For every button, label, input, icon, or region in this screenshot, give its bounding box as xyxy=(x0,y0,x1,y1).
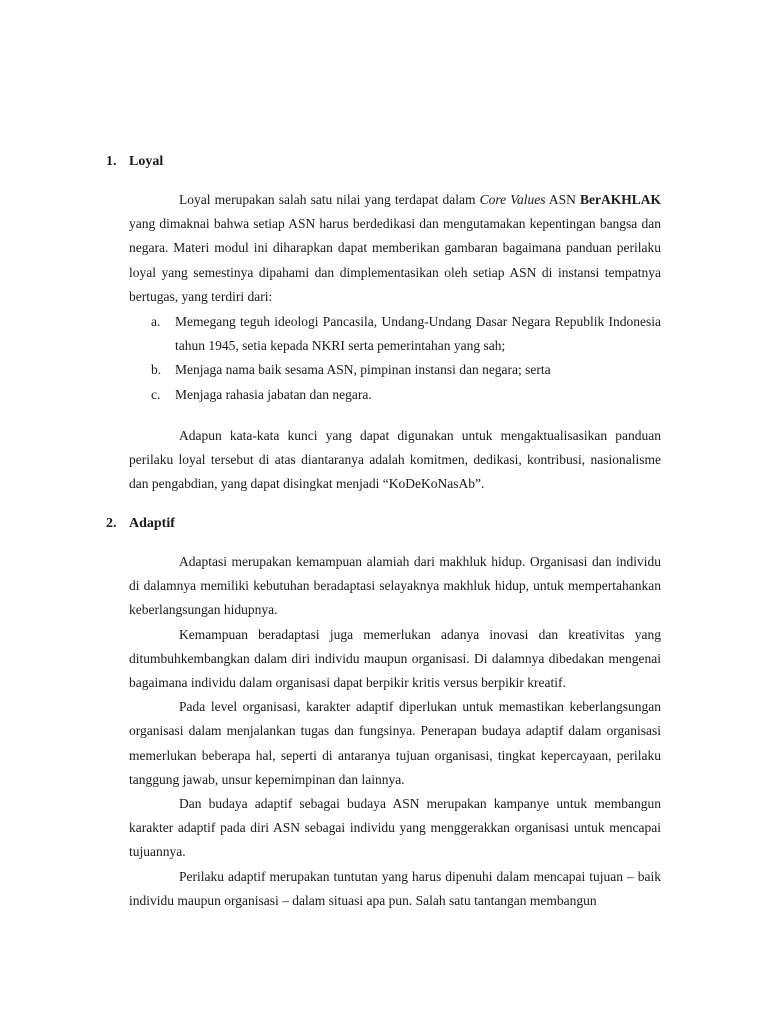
list-marker: a. xyxy=(151,314,161,329)
list-item xyxy=(129,383,661,407)
paragraph-text: Adapun kata-kata kunci yang dapat digunakan untuk mengaktualisasikan panduan perilaku loyal tersebut di atas diantaranya adalah komitmen, dedikasi, kontribusi, nasionalisme dan pengabdian, yang dapat disingkat menjadi “KoDeKoNasAb”. xyxy=(129,428,661,492)
core-values-term: Core Values xyxy=(479,192,546,207)
intro-text-part-3: yang dimaknai bahwa setiap ASN harus berdedikasi dan mengutamakan kepentingan bangsa dan negara. Materi modul ini diharapkan dapat memberikan gambaran bagaimana panduan perilaku loyal yang semestinya dipahami dan dimplementasikan oleh setiap ASN di instansi tempatnya bertugas, yang terdiri dari: xyxy=(129,216,661,304)
loyal-list xyxy=(129,310,661,407)
section-heading-loyal xyxy=(106,152,163,172)
section-title: Loyal xyxy=(129,154,164,169)
list-item-text: Memegang teguh ideologi Pancasila, Undang-Undang Dasar Negara Republik Indonesia tahun 1945, setia kepada NKRI serta pemerintahan yang sah; xyxy=(175,314,661,354)
paragraph-text: Dan budaya adaptif sebagai budaya ASN merupakan kampanye untuk membangun karakter adaptif pada diri ASN sebagai individu yang menggerakkan organisasi untuk mencapai tujuannya. xyxy=(129,796,661,860)
list-item-text: Menjaga nama baik sesama ASN, pimpinan instansi dan negara; serta xyxy=(175,362,551,378)
list-item xyxy=(129,310,661,358)
paragraph-text: Kemampuan beradaptasi juga memerlukan adanya inovasi dan kreativitas yang ditumbuhkembangkan dalam diri individu maupun organisasi. Di dalamnya dibedakan mengenai bagaimana individu dalam organisasi dapat berpikir kritis versus berpikir kreatif. xyxy=(129,626,661,691)
loyal-intro-paragraph xyxy=(129,188,661,309)
section-title: Adaptif xyxy=(129,516,175,531)
list-item-text: Menjaga rahasia jabatan dan negara. xyxy=(175,386,372,402)
adaptif-paragraphs xyxy=(129,550,661,913)
intro-text-part-1: Loyal merupakan salah satu nilai yang terdapat dalam xyxy=(179,192,480,207)
paragraph-text: Perilaku adaptif merupakan tuntutan yang harus dipenuhi dalam mencapai tujuan – baik individu maupun organisasi – dalam situasi apa pun. Salah satu tantangan membangun xyxy=(129,868,661,908)
section-number: 1. xyxy=(106,154,117,169)
loyal-closing-paragraph xyxy=(129,424,661,497)
berakhlak-term: BerAKHLAK xyxy=(580,192,662,207)
list-item xyxy=(129,358,661,382)
list-marker: b. xyxy=(151,362,162,378)
intro-text-part-2: ASN xyxy=(545,192,581,207)
section-heading-adaptif xyxy=(106,514,175,534)
paragraph-text: Pada level organisasi, karakter adaptif diperlukan untuk memastikan keberlangsungan organisasi dalam menjalankan tugas dan fungsinya. Penerapan budaya adaptif dalam organisasi memerlukan beberapa hal, seperti di antaranya tujuan organisasi, tingkat kepercayaan, perilaku tanggung jawab, unsur kepemimpinan dan lainnya. xyxy=(129,699,661,787)
paragraph-text: Adaptasi merupakan kemampuan alamiah dari makhluk hidup. Organisasi dan individu di dalamnya memiliki kebutuhan beradaptasi selayaknya makhluk hidup, untuk mempertahankan keberlangsungan hidupnya. xyxy=(129,554,661,618)
section-number: 2. xyxy=(106,516,117,531)
list-marker: c. xyxy=(151,386,161,402)
